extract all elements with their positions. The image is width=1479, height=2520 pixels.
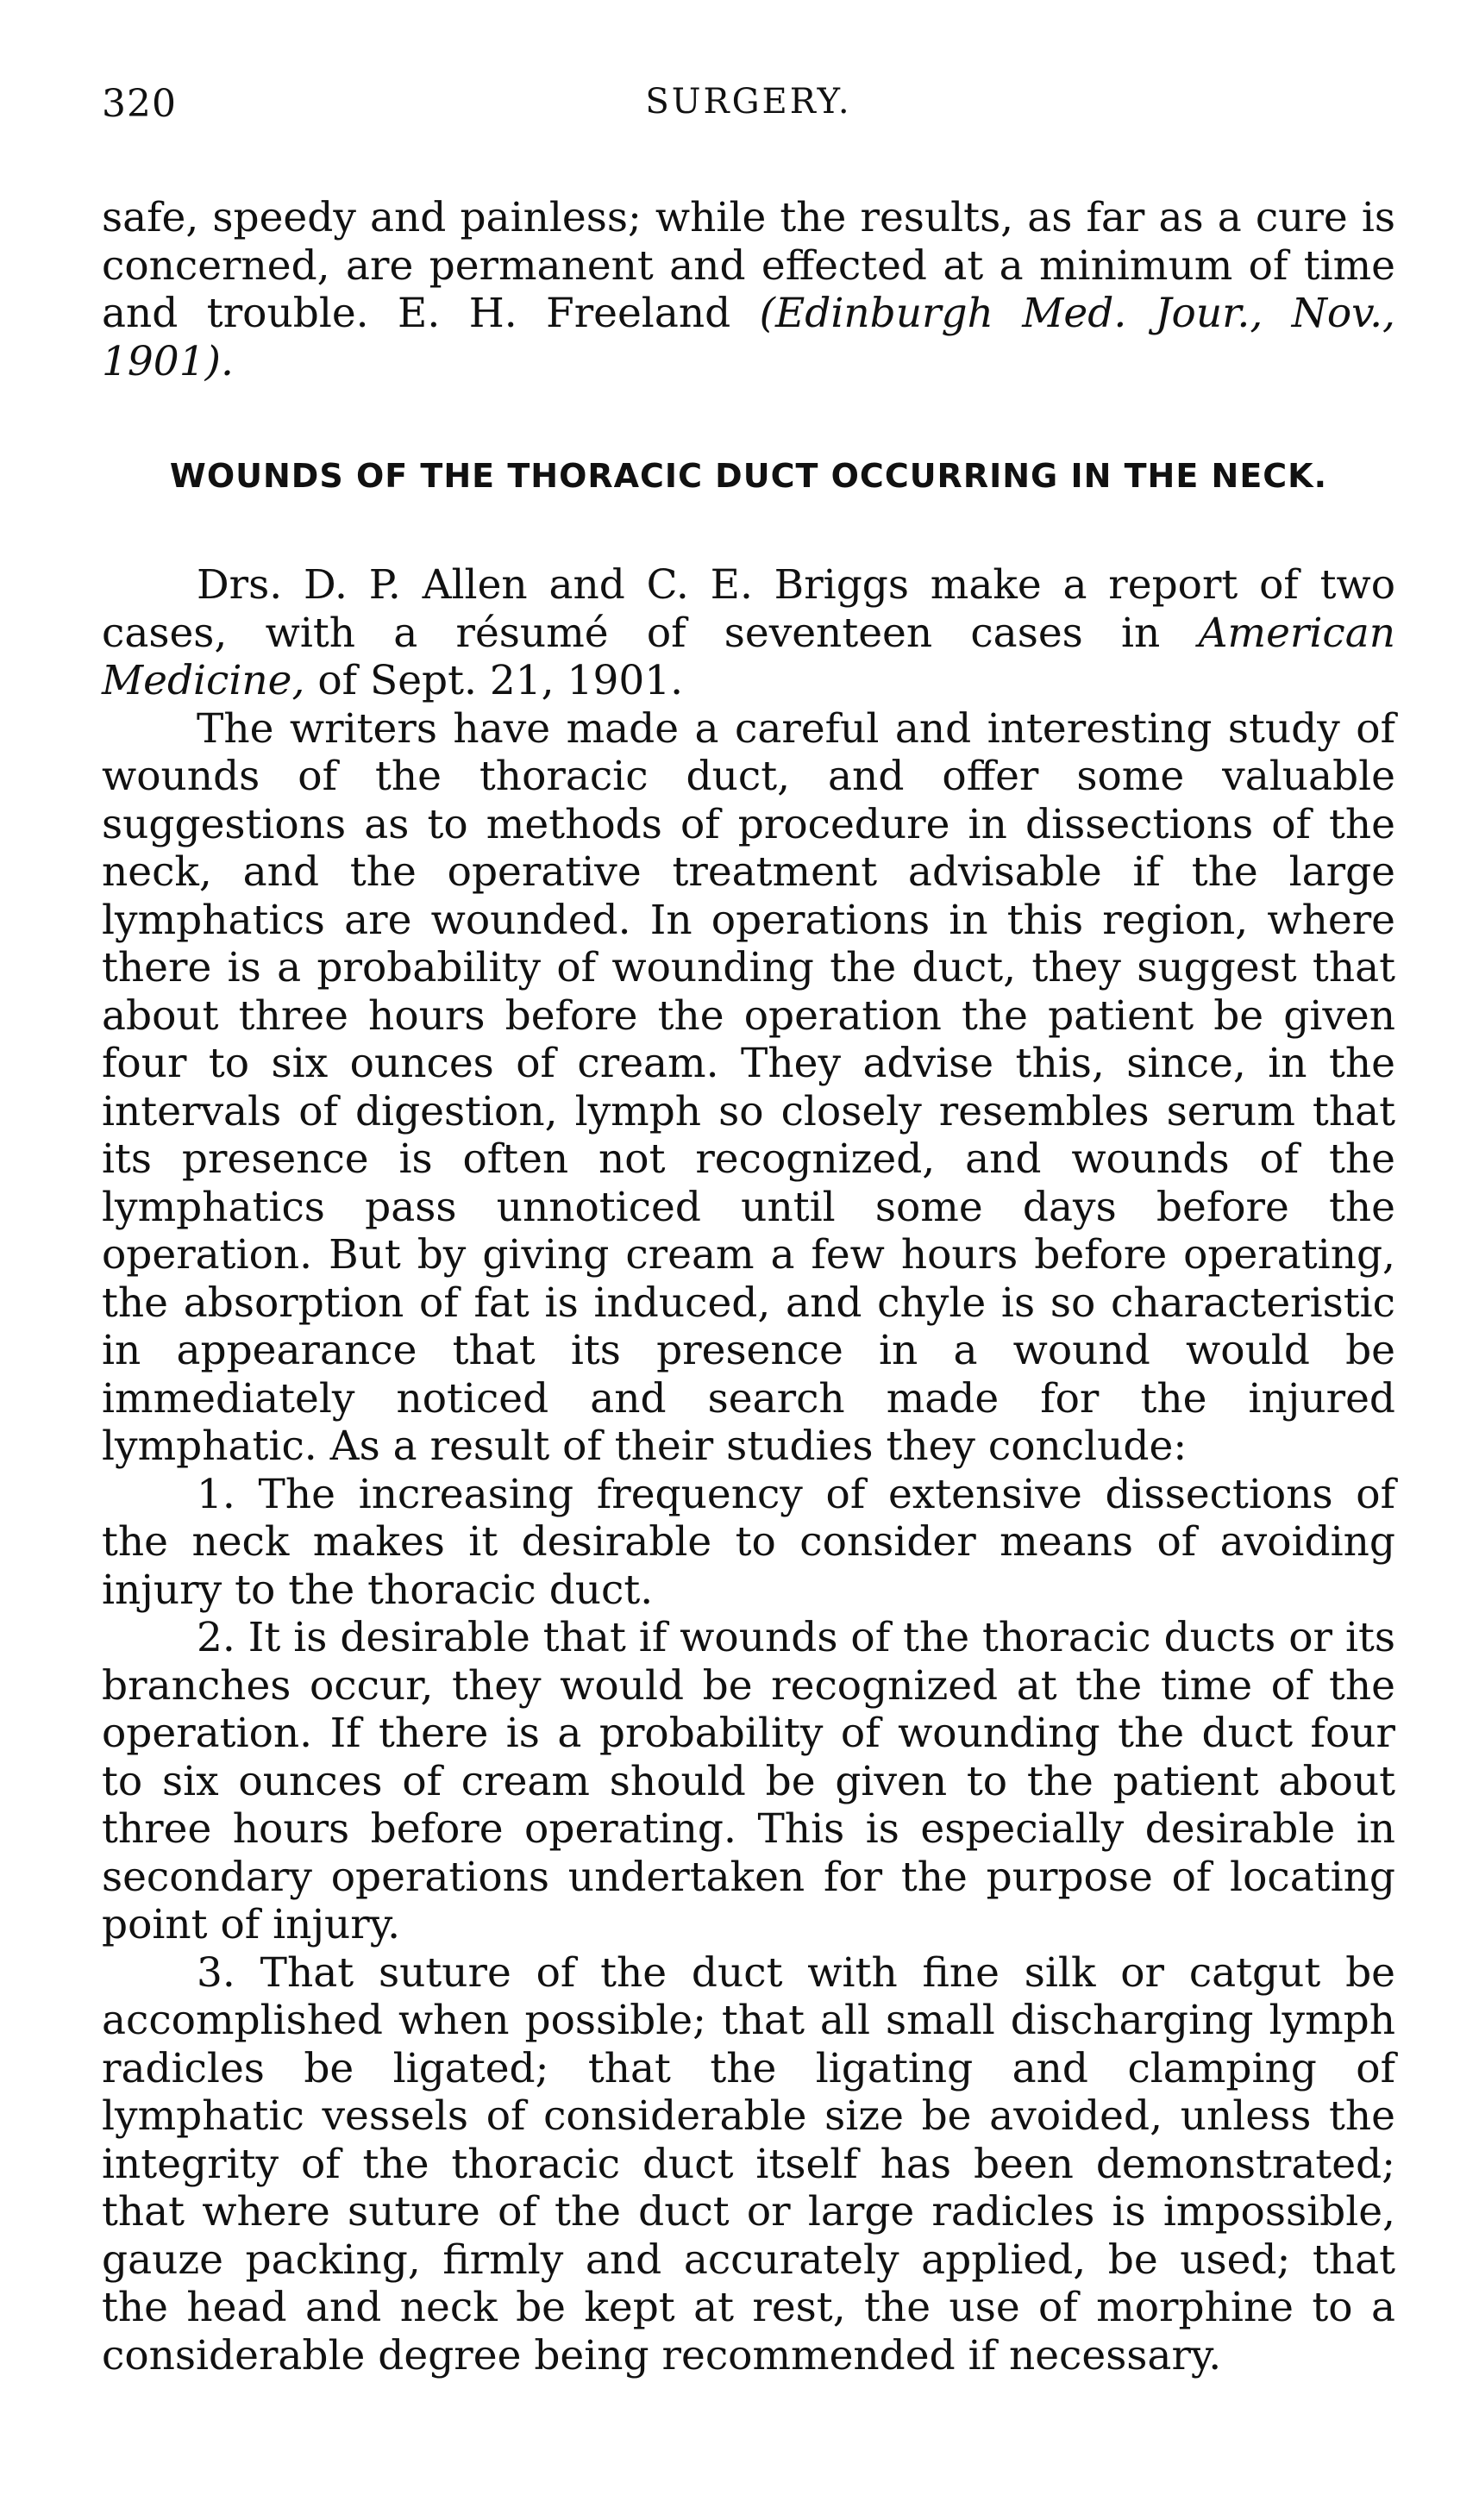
conclusion-item-1: 1. The increasing frequency of extensive dissections of the neck makes it desirable to consider means of avoiding injury to the thoracic duct. [102, 1470, 1395, 1614]
running-title: SURGERY. [645, 82, 852, 122]
body-paragraph: The writers have made a careful and interesting study of wounds of the thoracic duct, and offer some valuable suggestions as to methods of procedure in dissections of the neck, and the operative treatment advisable if the large lymphatics are wounded. In operations in this region, where there is a probability of wounding the duct, they suggest that about three hours before the operation the patient be given four to six ounces of cream. They advise this, since, in the intervals of digestion, lymph so closely resembles serum that its presence is often not recognized, and wounds of the lymphatics pass unnoticed until some days before the operation. But by giving cream a few hours before operating, the absorption of fat is induced, and chyle is so characteristic in appearance that its presence in a wound would be immediately noticed and search made for the injured lymphatic. As a result of their studies they conclude: [102, 704, 1395, 1470]
lead-paragraph [102, 561, 1395, 705]
conclusion-item-3: 3. That suture of the duct with fine silk or catgut be accomplished when possible; that all small discharging lymph radicles be ligated; that the ligating and clamping of lymphatic vessels of considerable size be avoided, unless the integrity of the thoracic duct itself has been demonstrated; that where suture of the duct or large radicles is impossible, gauze packing, firmly and accurately applied, be used; that the head and neck be kept at rest, the use of morphine to a considerable degree being recommended if necessary. [102, 1948, 1395, 2379]
intro-citation: (Edinburgh Med. Jour., Nov., 1901). [102, 290, 1395, 385]
intro-paragraph [102, 194, 1395, 385]
book-page [102, 82, 1395, 2479]
lead-before: Drs. D. P. Allen and C. E. Briggs make a report of two cases, with a résumé of seventeen cases in [102, 561, 1395, 657]
running-head [102, 82, 1395, 142]
lead-after: of Sept. 21, 1901. [304, 657, 684, 704]
section-heading: WOUNDS OF THE THORACIC DUCT OCCURRING IN THE NECK. [169, 457, 1328, 495]
intro-text: safe, speedy and painless; while the results, as far as a cure is concerned, are permanent and effected at a minimum of time and trouble. E. H. Freeland [102, 194, 1395, 337]
page-number: 320 [102, 82, 177, 126]
lead-journal: American Medicine, [102, 609, 1395, 704]
conclusion-item-2: 2. It is desirable that if wounds of the thoracic ducts or its branches occur, they would be recognized at the time of the operation. If there is a probability of wounding the duct four to six ounces of cream should be given to the patient about three hours before operating. This is especially desirable in secondary operations undertaken for the purpose of locating point of injury. [102, 1614, 1395, 1948]
